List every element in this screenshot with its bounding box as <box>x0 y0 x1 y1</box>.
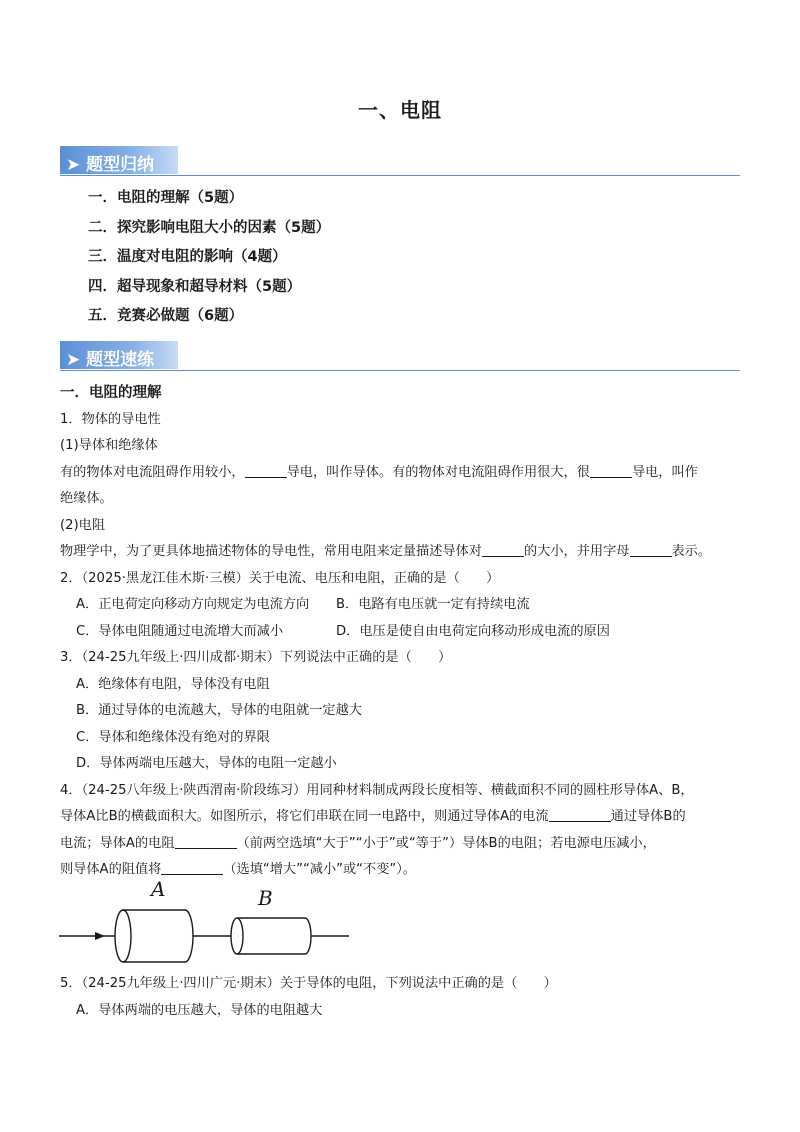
option-b[interactable]: B．电路有电压就一定有持续电流 <box>336 597 530 612</box>
answer-blank[interactable] <box>175 832 237 849</box>
section-heading: 一．电阻的理解 <box>60 385 162 401</box>
answer-blank[interactable] <box>630 540 672 557</box>
page-title: 一、电阻 <box>358 98 442 122</box>
conductor-b-label: B <box>258 886 273 910</box>
section-body-cont <box>60 971 750 1024</box>
conductor-b-body <box>237 918 311 954</box>
toc-item[interactable]: 四．超导现象和超导材料（5题） <box>88 278 302 295</box>
toc-list <box>88 184 330 332</box>
current-arrow-icon <box>95 932 105 940</box>
banner-practice <box>60 341 740 371</box>
answer-blank[interactable] <box>482 540 524 557</box>
answer-blank[interactable] <box>549 805 611 822</box>
section-body <box>60 380 750 884</box>
conductor-b-end <box>231 918 243 954</box>
toc-item[interactable]: 五．竞赛必做题（6题） <box>88 308 244 324</box>
conductor-figure <box>55 878 355 968</box>
question-4-line3: 电流；导体A的电阻 （前两空选填“大于”“小于”或“等于”）导体B的电阻；若电源电压减小， <box>60 831 750 858</box>
question-1-para1-cont: 绝缘体。 <box>60 491 113 506</box>
answer-blank[interactable] <box>161 858 223 875</box>
option-d[interactable]: D．导体两端电压越大，导体的电阻一定越小 <box>76 756 337 771</box>
question-2-options-ab <box>60 592 750 619</box>
option-c[interactable]: C．导体和绝缘体没有绝对的界限 <box>76 729 270 745</box>
question-1-sub1: (1)导体和绝缘体 <box>60 438 158 453</box>
question-1-para2: 物理学中，为了更具体地描述物体的导电性，常用电阻来定量描述导体对 的大小，并用字母 表示。 <box>60 539 750 566</box>
toc-item[interactable]: 二．探究影响电阻大小的因素（5题） <box>88 219 331 236</box>
banner-rule <box>60 370 740 371</box>
banner-rule <box>60 175 740 176</box>
conductor-a-label: A <box>151 878 166 901</box>
option-c[interactable]: C．导体电阻随通过电流增大而减小 <box>76 623 284 639</box>
question-1-para1: 有的物体对电流阻碍作用较小， 导电，叫作导体。有的物体对电流阻碍作用很大，很 导电，叫作 <box>60 460 750 487</box>
banner-label: ➤ 题型归纳 <box>66 155 155 175</box>
option-a[interactable]: A．正电荷定向移动方向规定为电流方向 <box>76 597 310 612</box>
conductor-a-end <box>115 910 131 962</box>
question-2-stem: 2．（2025·黑龙江佳木斯·三模）关于电流、电压和电阻，正确的是（ ） <box>60 570 500 586</box>
question-5-stem: 5．（24-25九年级上·四川广元·期末）关于导体的电阻，下列说法中正确的是（ ） <box>60 976 557 991</box>
banner-summary <box>60 146 740 176</box>
conductor-a-body <box>123 910 193 962</box>
answer-blank[interactable] <box>590 461 632 478</box>
question-1-sub2: (2)电阻 <box>60 517 106 533</box>
option-a[interactable]: A．绝缘体有电阻，导体没有电阻 <box>76 676 270 692</box>
question-3-stem: 3．（24-25九年级上·四川成都·期末）下列说法中正确的是（ ） <box>60 650 452 665</box>
question-4-line2: 导体A比B的横截面积大。如图所示，将它们串联在同一电路中，则通过导体A的电流 通过导体B的 <box>60 804 750 831</box>
option-d[interactable]: D．电压是使自由电荷定向移动形成电流的原因 <box>336 623 610 639</box>
option-a[interactable]: A．导体两端的电压越大，导体的电阻越大 <box>76 1002 323 1018</box>
toc-item[interactable]: 三．温度对电阻的影响（4题） <box>88 249 287 265</box>
toc-item[interactable]: 一．电阻的理解（5题） <box>88 190 244 206</box>
question-4-line4: 则导体A的阻值将 （选填“增大”“减小”或“不变”）。 <box>60 857 750 884</box>
answer-blank[interactable] <box>245 461 287 478</box>
option-b[interactable]: B．通过导体的电流越大，导体的电阻就一定越大 <box>76 703 362 718</box>
question-4-line1: 4．（24-25八年级上·陕西渭南·阶段练习）用同种材料制成两段长度相等、横截面积不同的圆柱形导体A、B， <box>60 782 694 798</box>
question-1-stem: 1．物体的导电性 <box>60 411 161 427</box>
question-2-options-cd <box>60 619 750 646</box>
banner-label: ➤ 题型速练 <box>66 350 155 370</box>
